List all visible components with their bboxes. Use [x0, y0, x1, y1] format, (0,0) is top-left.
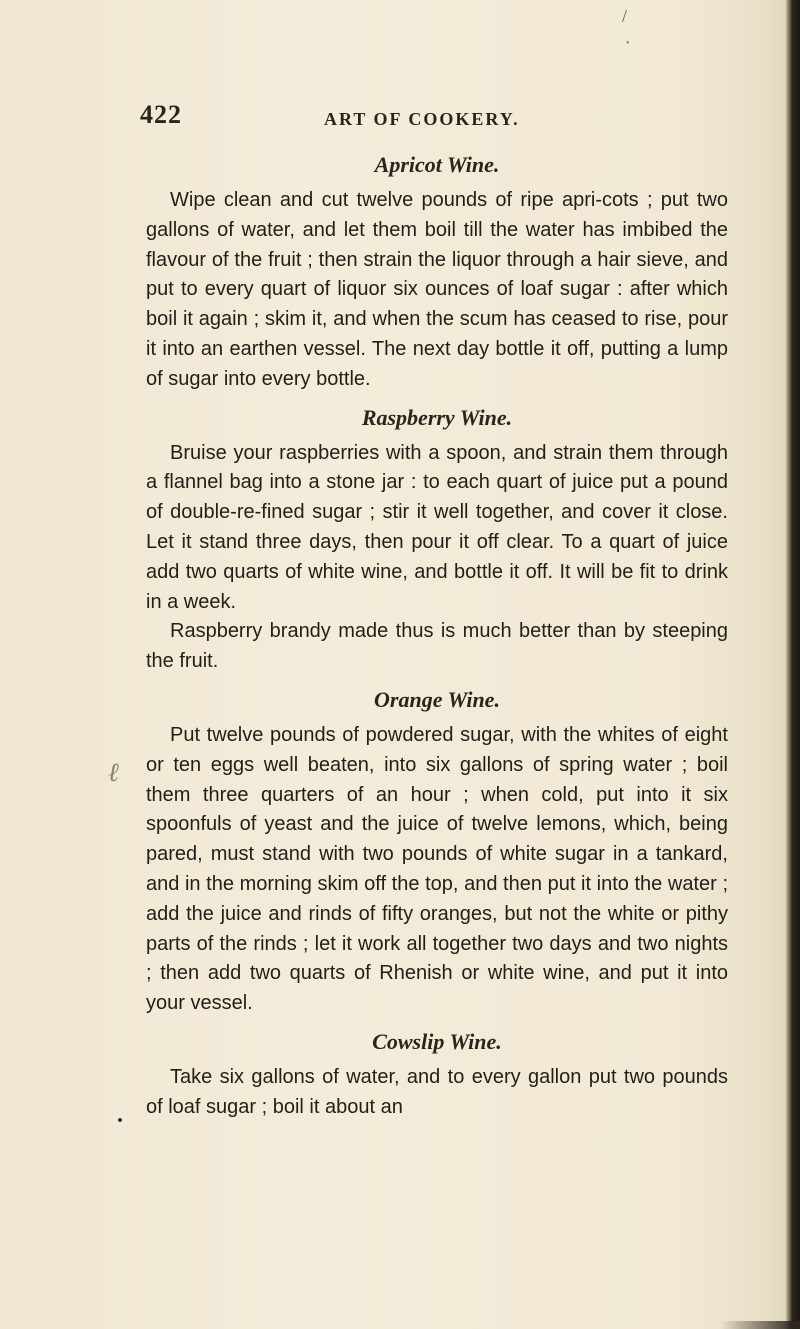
page-content [146, 150, 728, 1131]
recipe-cowslip-wine [146, 1027, 728, 1123]
page-edge-shadow [720, 1321, 800, 1329]
margin-annotation: ℓ [108, 758, 119, 787]
margin-dot [118, 1118, 122, 1122]
recipe-paragraph: Wipe clean and cut twelve pounds of ripe apri-cots ; put two gallons of water, and let them boil till the water has imbibed the flavour of the fruit ; then strain the liquor through a hair sieve, and put to every quart of liquor six ounces of loaf sugar : after which boil it again ; skim it, and when the scum has ceased to rise, pour it into an earthen vessel. The next day bottle it off, putting a lump of sugar into every bottle. [146, 189, 728, 390]
recipe-raspberry-wine [146, 403, 728, 677]
running-title: ART OF COOKERY. [324, 109, 520, 129]
book-spine-shadow [786, 0, 800, 1329]
recipe-orange-wine [146, 685, 728, 1019]
corner-dot: • [626, 38, 630, 49]
recipe-paragraph: Bruise your raspberries with a spoon, and strain them through a flannel bag into a stone jar : to each quart of juice put a pound of double-re-fined sugar ; stir it well together, and cover it close. Let it stand three days, then pour it off clear. To a quart of juice add two quarts of white wine, and bottle it off. It will be fit to drink in a week. [146, 441, 728, 613]
recipe-paragraph: Raspberry brandy made thus is much better than by steeping the fruit. [146, 620, 728, 673]
recipe-paragraph: Put twelve pounds of powdered sugar, with the whites of eight or ten eggs well beaten, into six gallons of spring water ; boil them three quarters of an hour ; when cold, put into it six spoonfuls of yeast and the juice of twelve lemons, which, being pared, must stand with two pounds of white sugar in a tankard, and in the morning skim off the top, and then put it into the water ; add the juice and rinds of fifty oranges, but not the white or pithy parts of the rinds ; let it work all together two days and two nights ; then add two quarts of Rhenish or white wine, and put it into your vessel. [146, 723, 728, 1015]
recipe-title: Cowslip Wine. [372, 1028, 502, 1054]
page-number: 422 [140, 100, 182, 129]
recipe-title: Orange Wine. [374, 686, 500, 712]
recipe-title: Raspberry Wine. [361, 404, 513, 430]
recipe-title: Apricot Wine. [374, 152, 500, 177]
corner-mark: / [622, 6, 628, 26]
recipe-paragraph: Take six gallons of water, and to every gallon put two pounds of loaf sugar ; boil it about an [146, 1065, 728, 1118]
recipe-apricot-wine [146, 150, 728, 395]
